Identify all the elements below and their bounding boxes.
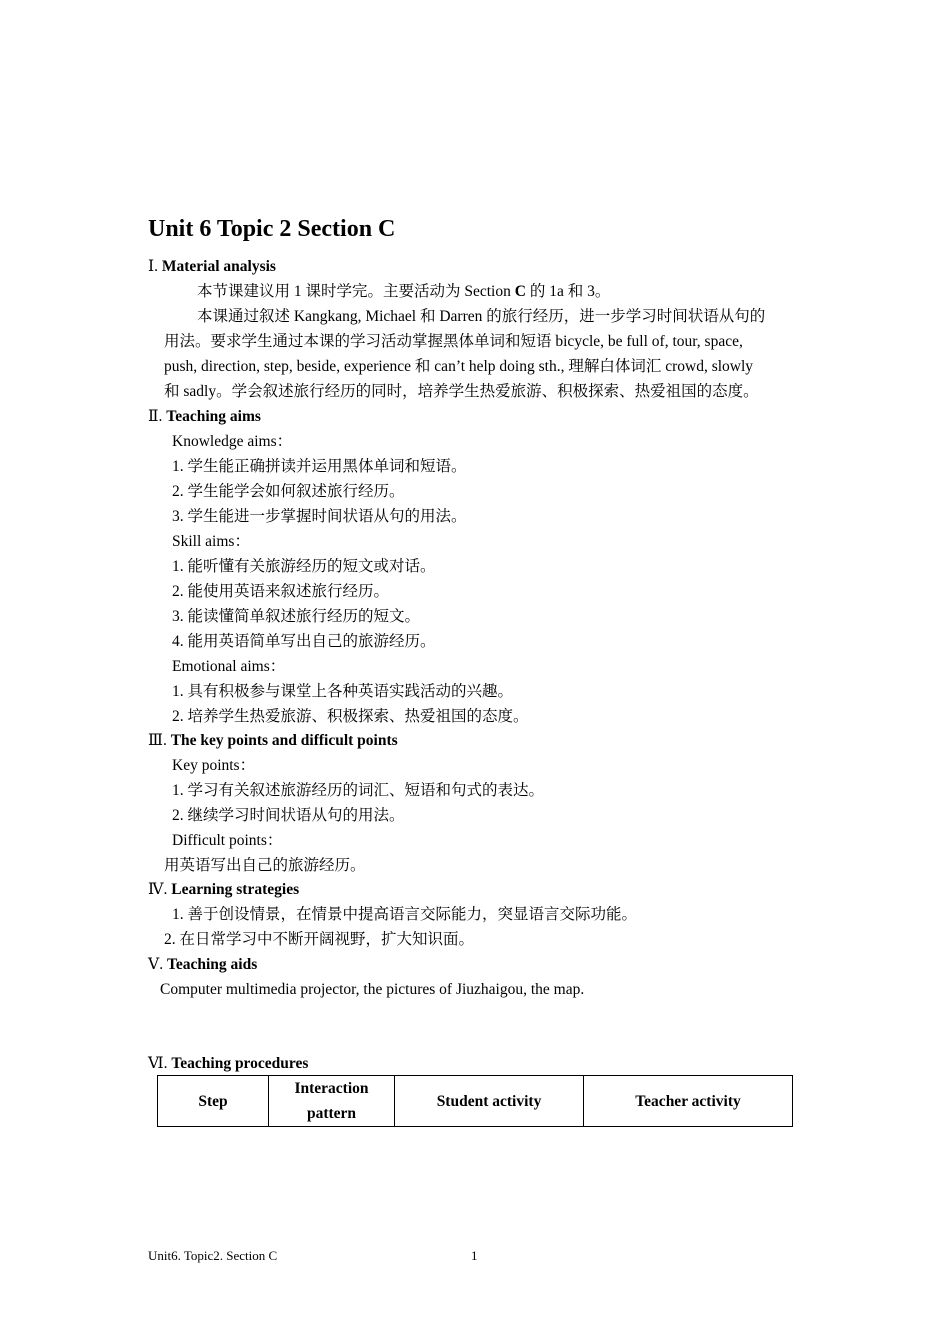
section-heading-text: Teaching aims [166, 408, 261, 425]
section-heading-text: The key points and difficult points [170, 732, 398, 749]
column-header-step: Step [158, 1076, 269, 1127]
skill-aim-item: 4. 能用英语简单写出自己的旅游经历。 [172, 633, 436, 650]
bold-text: C [514, 283, 526, 300]
section-heading-procedures [148, 1051, 308, 1076]
emotional-aim-item: 2. 培养学生热爱旅游、积极探索、热爱祖国的态度。 [172, 708, 529, 725]
section-heading-aids [148, 952, 257, 977]
section-heading-text: Learning strategies [171, 881, 300, 898]
teaching-aids-text: Computer multimedia projector, the pictures of Jiuzhaigou, the map. [160, 981, 585, 998]
knowledge-aim-item: 1. 学生能正确拼读并运用黑体单词和短语。 [172, 458, 467, 475]
section-number: Ⅴ. [148, 956, 167, 973]
column-header-interaction-pattern: Interaction pattern [269, 1076, 395, 1127]
section-number: Ⅲ. [148, 732, 171, 749]
knowledge-aims-label: Knowledge aims： [172, 433, 293, 450]
document-title: Unit 6 Topic 2 Section C [148, 216, 396, 242]
procedures-table [157, 1075, 793, 1127]
emotional-aims-label: Emotional aims： [172, 658, 286, 675]
section-number: Ⅳ. [148, 881, 172, 898]
skill-aim-item: 1. 能听懂有关旅游经历的短文或对话。 [172, 558, 436, 575]
skill-aim-item: 2. 能使用英语来叙述旅行经历。 [172, 583, 390, 600]
section-number: Ⅵ. [148, 1055, 172, 1072]
column-header-teacher-activity: Teacher activity [584, 1076, 793, 1127]
difficult-point-item: 用英语写出自己的旅游经历。 [164, 857, 366, 874]
page-number: 1 [471, 1248, 478, 1263]
strategy-item: 1. 善于创设情景，在情景中提高语言交际能力，突显语言交际功能。 [172, 906, 638, 923]
section-heading-material [148, 254, 276, 279]
section-heading-text: Material analysis [161, 258, 276, 275]
table-header-row [158, 1076, 793, 1127]
emotional-aim-item: 1. 具有积极参与课堂上各种英语实践活动的兴趣。 [172, 683, 514, 700]
skill-aim-item: 3. 能读懂简单叙述旅行经历的短文。 [172, 608, 421, 625]
skill-aims-label: Skill aims： [172, 533, 250, 550]
column-header-student-activity: Student activity [395, 1076, 584, 1127]
paragraph-text: 的 1a 和 3。 [525, 283, 611, 300]
paragraph-text: 本节课建议用 1 课时学完。主要活动为 Section [197, 283, 515, 300]
key-points-label: Key points： [172, 757, 256, 774]
section-number: Ⅰ. [148, 258, 162, 275]
key-point-item: 1. 学习有关叙述旅游经历的词汇、短语和句式的表达。 [172, 782, 545, 799]
footer-text: Unit6. Topic2. Section C [148, 1248, 278, 1263]
section-number: Ⅱ. [148, 408, 167, 425]
section-heading-text: Teaching procedures [171, 1055, 309, 1072]
section-heading-text: Teaching aids [166, 956, 258, 973]
section-heading-strategies [148, 877, 299, 902]
strategy-item: 2. 在日常学习中不断开阔视野，扩大知识面。 [164, 931, 475, 948]
material-paragraph-2-line-4: 和 sadly。学会叙述旅行经历的同时，培养学生热爱旅游、积极探索、热爱祖国的态度。 [164, 383, 759, 400]
key-point-item: 2. 继续学习时间状语从句的用法。 [172, 807, 405, 824]
section-heading-keypoints [148, 728, 398, 753]
material-paragraph-2-line-3: push, direction, step, beside, experience 和 can’t help doing sth., 理解白体词汇 crowd, slowly [164, 358, 754, 375]
material-paragraph-2-line-1: 本课通过叙述 Kangkang, Michael 和 Darren 的旅行经历，进一步学习时间状语从句的 [197, 308, 766, 325]
knowledge-aim-item: 3. 学生能进一步掌握时间状语从句的用法。 [172, 508, 467, 525]
difficult-points-label: Difficult points： [172, 832, 283, 849]
knowledge-aim-item: 2. 学生能学会如何叙述旅行经历。 [172, 483, 405, 500]
material-paragraph-1 [197, 279, 610, 304]
section-heading-aims [148, 404, 261, 429]
material-paragraph-2-line-2: 用法。要求学生通过本课的学习活动掌握黑体单词和短语 bicycle, be full of, tour, space, [164, 333, 743, 350]
